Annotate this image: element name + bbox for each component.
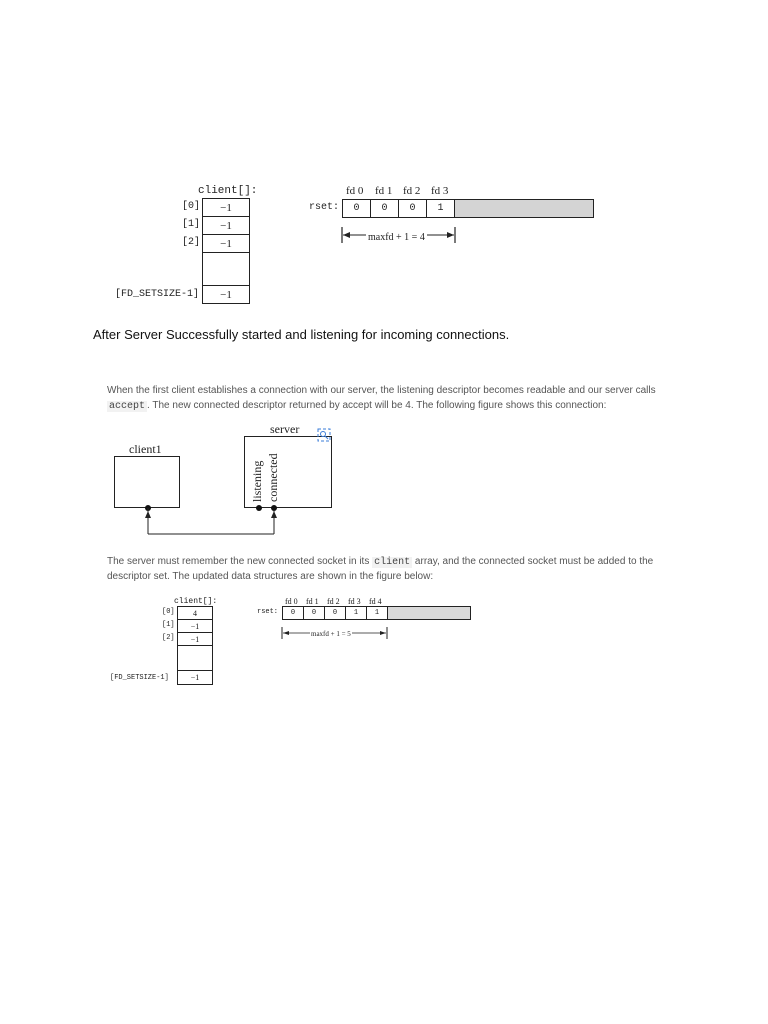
maxfd-label-2: maxfd + 1 = 5	[311, 630, 351, 638]
listening-label: listening	[250, 460, 264, 502]
index-label-fd-setsize-2: [FD_SETSIZE-1]	[110, 674, 169, 682]
rset-cell-0-2: 0	[282, 606, 304, 620]
client-cell-2-2: −1	[177, 632, 213, 646]
connected-label: connected	[266, 453, 280, 502]
client-array-title: client[]:	[198, 185, 258, 197]
rset-cell-2-2: 0	[324, 606, 346, 620]
client-cell-2: −1	[202, 234, 250, 253]
maxfd-label: maxfd + 1 = 4	[368, 232, 425, 243]
fd-header-1-2: fd 1	[306, 597, 319, 606]
rset-label: rset:	[309, 202, 340, 213]
rset-cell-0: 0	[342, 199, 371, 218]
para1-line2-rest: . The new connected descriptor returned by accept will be 4. The following figure shows this connection:	[147, 400, 607, 411]
client-cell-1: −1	[202, 216, 250, 235]
server-label: server	[270, 422, 300, 436]
rset-cell-3: 1	[426, 199, 455, 218]
fd-header-2-2: fd 2	[327, 597, 340, 606]
para2-line1-after: array, and the connected socket must be added to the	[414, 556, 654, 567]
index-label-0: [0]	[182, 201, 201, 212]
code-client: client	[374, 557, 411, 568]
fd-header-0: fd 0	[346, 185, 364, 197]
client-cell-gap-2	[177, 645, 213, 671]
rset-unused-bits	[454, 199, 594, 218]
para1-line2	[107, 400, 606, 412]
rset-label-2: rset:	[257, 608, 279, 616]
rset-cell-3-2: 1	[345, 606, 367, 620]
index-label-1: [1]	[182, 219, 201, 230]
fd-header-4-2: fd 4	[369, 597, 382, 606]
client-cell-last: −1	[202, 285, 250, 304]
client-cell-last-2: −1	[177, 670, 213, 685]
index-label-2-2: [2]	[162, 634, 175, 642]
client-cell-1-2: −1	[177, 619, 213, 633]
para2-line1-before: The server must remember the new connected socket in its	[107, 556, 370, 567]
para1-line1: When the first client establishes a connection with our server, the listening descriptor becomes readable and our server calls	[107, 385, 656, 396]
rset-cell-4-2: 1	[366, 606, 388, 620]
index-label-fd-setsize: [FD_SETSIZE-1]	[115, 289, 200, 300]
client-cell-0-2: 4	[177, 606, 213, 620]
fd-header-1: fd 1	[375, 185, 393, 197]
rset-cell-2: 0	[398, 199, 427, 218]
fd-header-3: fd 3	[431, 185, 449, 197]
caption-server-listening: After Server Successfully started and listening for incoming connections.	[93, 327, 510, 342]
index-label-0-2: [0]	[162, 608, 175, 616]
para2-line2: descriptor set. The updated data structures are shown in the figure below:	[107, 571, 434, 582]
client-array-title-2: client[]:	[174, 597, 218, 606]
index-label-2: [2]	[182, 237, 201, 248]
rset-cell-1-2: 0	[303, 606, 325, 620]
rset-cell-1: 0	[370, 199, 399, 218]
para2-line1	[107, 556, 653, 568]
rset-unused-bits-2	[387, 606, 471, 620]
fd-header-2: fd 2	[403, 185, 421, 197]
code-accept: accept	[109, 401, 146, 412]
client-cell-gap	[202, 252, 250, 286]
client1-label: client1	[129, 442, 162, 456]
connection-lines	[140, 500, 280, 540]
zoom-icon[interactable]	[317, 428, 331, 442]
client-cell-0: −1	[202, 198, 250, 217]
fd-header-0-2: fd 0	[285, 597, 298, 606]
fd-header-3-2: fd 3	[348, 597, 361, 606]
index-label-1-2: [1]	[162, 621, 175, 629]
